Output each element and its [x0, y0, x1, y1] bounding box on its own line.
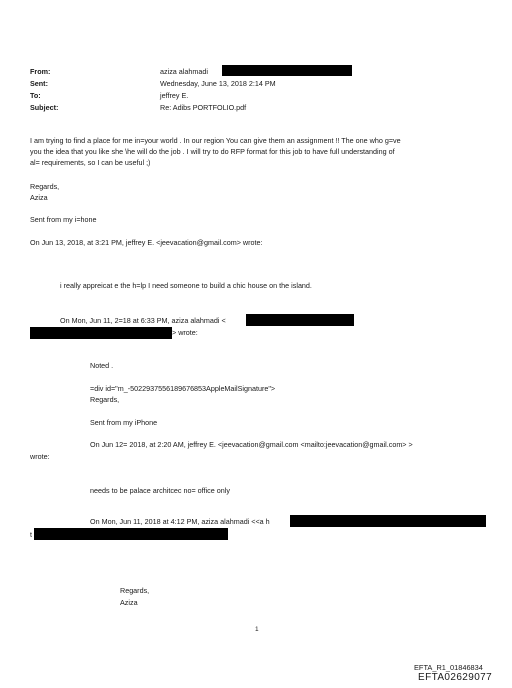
regards-2: Regards, [90, 395, 120, 404]
bates-number-2: EFTA02629077 [418, 672, 493, 683]
redaction-box [246, 314, 354, 326]
sent-from-1: Sent from my i=hone [30, 215, 97, 224]
body-line-3: al= requirements, so I can be useful ;) [30, 158, 151, 167]
sent-from-2: Sent from my iPhone [90, 418, 158, 427]
quote-header-2: On Mon, Jun 11, 2=18 at 6:33 PM, aziza alahmadi < [60, 316, 226, 325]
quote-header-3: On Jun 12= 2018, at 2:20 AM, jeffrey E. <jeevacation@gmail.com <mailto:jeevacation@gmail.com> > [90, 440, 413, 449]
quote-header-4-tail: t [30, 530, 32, 539]
signature-name-3: Aziza [120, 598, 138, 607]
redaction-box [290, 515, 486, 527]
sent-label: Sent: [30, 79, 48, 88]
regards-3: Regards, [120, 586, 150, 595]
sent-value: Wednesday, June 13, 2018 2:14 PM [160, 79, 276, 88]
quote-header-4: On Mon, Jun 11, 2018 at 4:12 PM, aziza alahmadi <<a h [90, 517, 270, 526]
signature-name-1: Aziza [30, 193, 48, 202]
redaction-box [30, 327, 172, 339]
div-signature-line: =div id="m_-5022937556189676853AppleMailSignature"> [90, 384, 276, 393]
from-label: From: [30, 67, 51, 76]
redaction-box [222, 65, 352, 76]
regards-1: Regards, [30, 182, 60, 191]
subject-value: Re: Adibs PORTFOLIO.pdf [160, 103, 247, 112]
reply-1: i really appreicat e the h=lp I need someone to build a chic house on the island. [60, 281, 312, 290]
to-value: jeffrey E. [160, 91, 189, 100]
from-value: aziza alahmadi [160, 67, 208, 76]
page-number: 1 [255, 626, 259, 633]
redaction-box [34, 528, 228, 540]
reply-2: needs to be palace architcec no= office only [90, 486, 230, 495]
bates-number-1: EFTA_R1_01846834 [414, 663, 483, 672]
body-line-2: you the idea that you like she \he will do the job . I will try to do RFP format for this job to have full understanding of [30, 147, 395, 156]
to-label: To: [30, 91, 41, 100]
wrote-text: wrote: [30, 452, 50, 461]
body-line-1: I am trying to find a place for me in=your world . In our region You can give them an assignment !! The one who g=ve [30, 136, 401, 145]
quote-header-1: On Jun 13, 2018, at 3:21 PM, jeffrey E. <jeevacation@gmail.com> wrote: [30, 238, 263, 247]
quote-header-2-tail: > wrote: [172, 328, 198, 337]
noted-text: Noted . [90, 361, 114, 370]
subject-label: Subject: [30, 103, 59, 112]
